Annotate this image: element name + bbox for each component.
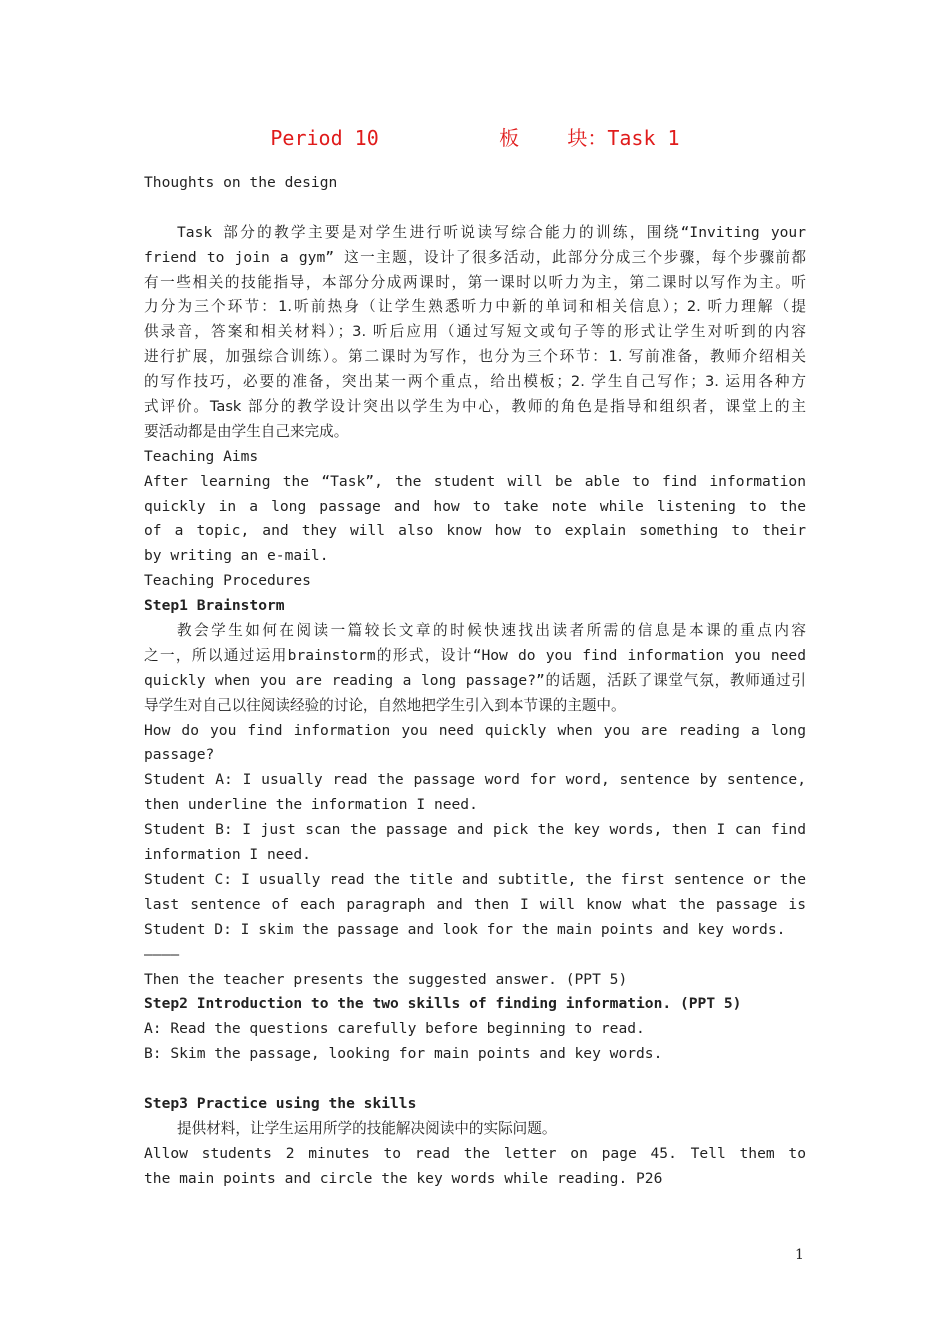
aims-line: of a topic, and they will also know how to explain something to their bbox=[144, 522, 806, 540]
design-line: friend to join a gym” 这一主题，设计了很多活动，此部分分成三个步骤，每个步骤前都 bbox=[144, 248, 806, 266]
design-line: 式评价。Task 部分的教学设计突出以学生为中心，教师的角色是指导和组织者，课堂上的主 bbox=[144, 398, 806, 416]
design-line: 力分为三个环节：1.听前热身（让学生熟悉听力中新的单词和相关信息）；2. 听力理解（提 bbox=[144, 298, 806, 316]
step2-line: A: Read the questions carefully before beginning to read. bbox=[144, 1020, 645, 1038]
step1-line: 之一，所以通过运用brainstorm的形式，设计“How do you find information you need bbox=[144, 646, 806, 664]
step1-line: quickly when you are reading a long passage?”的话题，活跃了课堂气氛，教师通过引 bbox=[144, 671, 806, 689]
answer-line: Student C: I usually read the title and subtitle, the first sentence or the bbox=[144, 870, 806, 888]
teacher-line: Then the teacher presents the suggested answer. (PPT 5) bbox=[144, 970, 628, 988]
page-title: Period 10 板 块：Task 1 bbox=[270, 126, 680, 150]
step3-line: the main points and circle the key words while reading. P26 bbox=[144, 1169, 663, 1187]
step1-line: 教会学生如何在阅读一篇较长文章的时候快速找出读者所需的信息是本课的重点内容 bbox=[177, 622, 806, 640]
step3-line: Allow students 2 minutes to read the letter on page 45. Tell them to bbox=[144, 1144, 806, 1162]
step3-heading: Step3 Practice using the skills bbox=[144, 1094, 417, 1112]
step2-heading: Step2 Introduction to the two skills of finding information. (PPT 5) bbox=[144, 995, 742, 1013]
answer-line: Student D: I skim the passage and look for the main points and key words. bbox=[144, 920, 786, 938]
document-body bbox=[144, 171, 806, 1192]
question-line: How do you find information you need quickly when you are reading a long bbox=[144, 721, 806, 739]
design-line: 的写作技巧，必要的准备，突出某一两个重点，给出模板；2. 学生自己写作；3. 运用各种方 bbox=[144, 373, 806, 391]
aims-line: by writing an e-mail. bbox=[144, 547, 329, 565]
step1-heading: Step1 Brainstorm bbox=[144, 597, 285, 615]
design-line: 进行扩展，加强综合训练）。第二课时为写作，也分为三个环节：1. 写前准备，教师介绍相关 bbox=[144, 348, 806, 366]
answer-line: Student A: I usually read the passage word for word, sentence by sentence, bbox=[144, 771, 806, 789]
answer-line: Student B: I just scan the passage and pick the key words, then I can find bbox=[144, 821, 806, 839]
aims-line: After learning the “Task”, the student will be able to find information bbox=[144, 472, 806, 490]
blank-line bbox=[144, 1067, 806, 1092]
step2-line: B: Skim the passage, looking for main points and key words. bbox=[144, 1045, 663, 1063]
step1-line: 导学生对自己以往阅读经验的讨论，自然地把学生引入到本节课的主题中。 bbox=[144, 696, 626, 714]
design-line: 供录音，答案和相关材料）；3. 听后应用（通过写短文或句子等的形式让学生对听到的内容 bbox=[144, 323, 806, 341]
answer-line: information I need. bbox=[144, 846, 311, 864]
aims-line: quickly in a long passage and how to take note while listening to the bbox=[144, 497, 806, 515]
design-line: 有一些相关的技能指导，本部分分成两课时，第一课时以听力为主，第二课时以写作为主。听 bbox=[144, 273, 806, 291]
procedures-heading: Teaching Procedures bbox=[144, 572, 311, 590]
dash-line: ———— bbox=[144, 945, 180, 963]
design-heading: Thoughts on the design bbox=[144, 174, 338, 191]
blank-line bbox=[144, 196, 806, 221]
step3-intro: 提供材料，让学生运用所学的技能解决阅读中的实际问题。 bbox=[177, 1119, 557, 1137]
design-line: 要活动都是由学生自己来完成。 bbox=[144, 422, 349, 440]
design-line: Task 部分的教学主要是对学生进行听说读写综合能力的训练，围绕“Inviting your bbox=[177, 223, 806, 241]
question-line: passage? bbox=[144, 746, 215, 764]
answer-line: last sentence of each paragraph and then I will know what the passage is bbox=[144, 895, 806, 913]
answer-line: then underline the information I need. bbox=[144, 796, 478, 814]
aims-heading: Teaching Aims bbox=[144, 447, 259, 465]
page-number: 1 bbox=[795, 1247, 804, 1263]
